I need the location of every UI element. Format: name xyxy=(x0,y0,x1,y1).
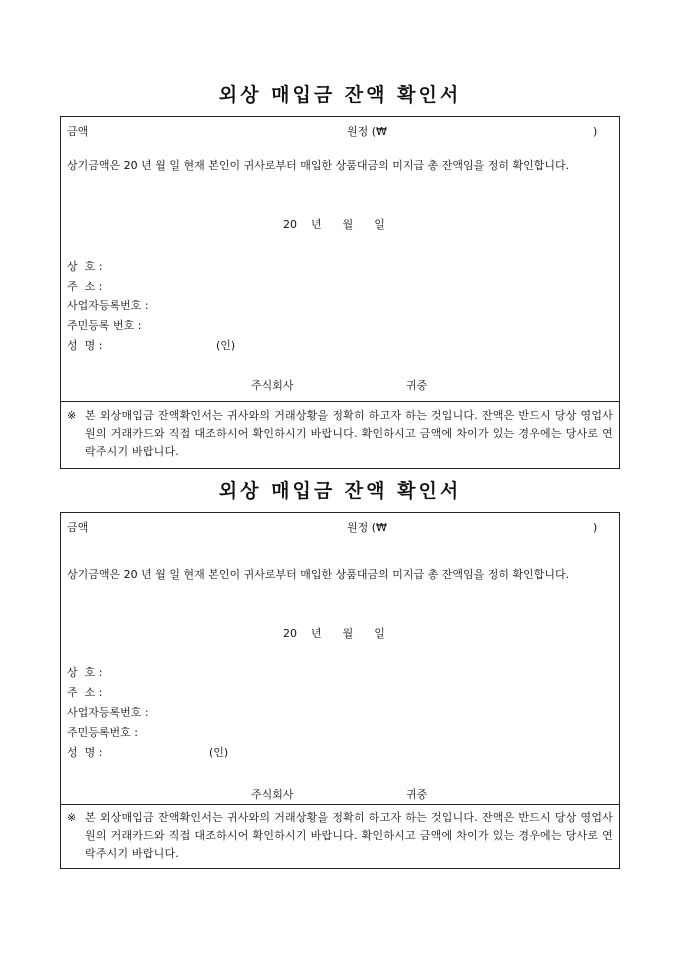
amount-value: 원정 (₩ xyxy=(347,125,387,138)
name-field: 성 명 : xyxy=(67,746,103,759)
statement-text: 상기금액은 20 년 월 일 현재 본인이 귀사로부터 매입한 상품대금의 미지급 총 잔액임을 정히 확인합니다. xyxy=(67,568,570,581)
recipient-honorific: 귀중 xyxy=(406,788,428,801)
date-line: 20 년 월 일 xyxy=(283,218,385,231)
notice xyxy=(67,809,613,863)
amount-close: ) xyxy=(593,125,598,138)
recipient-company: 주식회사 xyxy=(251,788,294,801)
resident-reg-field: 주민등록번호 : xyxy=(67,726,138,739)
notice xyxy=(67,407,613,461)
form-title: 외상 매입금 잔액 확인서 xyxy=(218,480,462,502)
confirmation-form xyxy=(60,116,620,469)
name-field: 성 명 : xyxy=(67,339,103,352)
date-line: 20 년 월 일 xyxy=(283,627,385,640)
note-divider xyxy=(61,401,619,402)
company-field: 상 호 : xyxy=(67,666,103,679)
amount-label: 금액 xyxy=(67,521,89,534)
company-field: 상 호 : xyxy=(67,260,103,273)
statement-text: 상기금액은 20 년 월 일 현재 본인이 귀사로부터 매입한 상품대금의 미지급 총 잔액임을 정히 확인합니다. xyxy=(67,159,570,172)
resident-reg-field: 주민등록 번호 : xyxy=(67,319,142,332)
business-reg-field: 사업자등록번호 : xyxy=(67,299,149,312)
form-title: 외상 매입금 잔액 확인서 xyxy=(218,84,462,106)
recipient-company: 주식회사 xyxy=(251,379,294,392)
amount-value: 원정 (₩ xyxy=(347,521,387,534)
reference-mark: ※ xyxy=(67,811,77,824)
address-field: 주 소 : xyxy=(67,280,103,293)
recipient-honorific: 귀중 xyxy=(406,379,428,392)
note-divider xyxy=(61,804,619,805)
reference-mark: ※ xyxy=(67,409,77,422)
notice-text: 본 외상매입금 잔액확인서는 귀사와의 거래상황을 정확히 하고자 하는 것입니다. 잔액은 반드시 당상 영업사원의 거래카드와 직접 대조하시어 확인하시기 바랍니다. 확인하시고 금액에 차이가 있는 경우에는 당사로 연락주시기 바랍니다. xyxy=(85,811,613,860)
business-reg-field: 사업자등록번호 : xyxy=(67,706,149,719)
address-field: 주 소 : xyxy=(67,686,103,699)
amount-label: 금액 xyxy=(67,125,89,138)
seal-mark: (인) xyxy=(209,746,229,759)
confirmation-form xyxy=(60,512,620,869)
amount-close: ) xyxy=(593,521,598,534)
notice-text: 본 외상매입금 잔액확인서는 귀사와의 거래상황을 정확히 하고자 하는 것입니다. 잔액은 반드시 당상 영업사원의 거래카드와 직접 대조하시어 확인하시기 바랍니다. 확인하시고 금액에 차이가 있는 경우에는 당사로 연락주시기 바랍니다. xyxy=(85,409,613,458)
seal-mark: (인) xyxy=(216,339,236,352)
